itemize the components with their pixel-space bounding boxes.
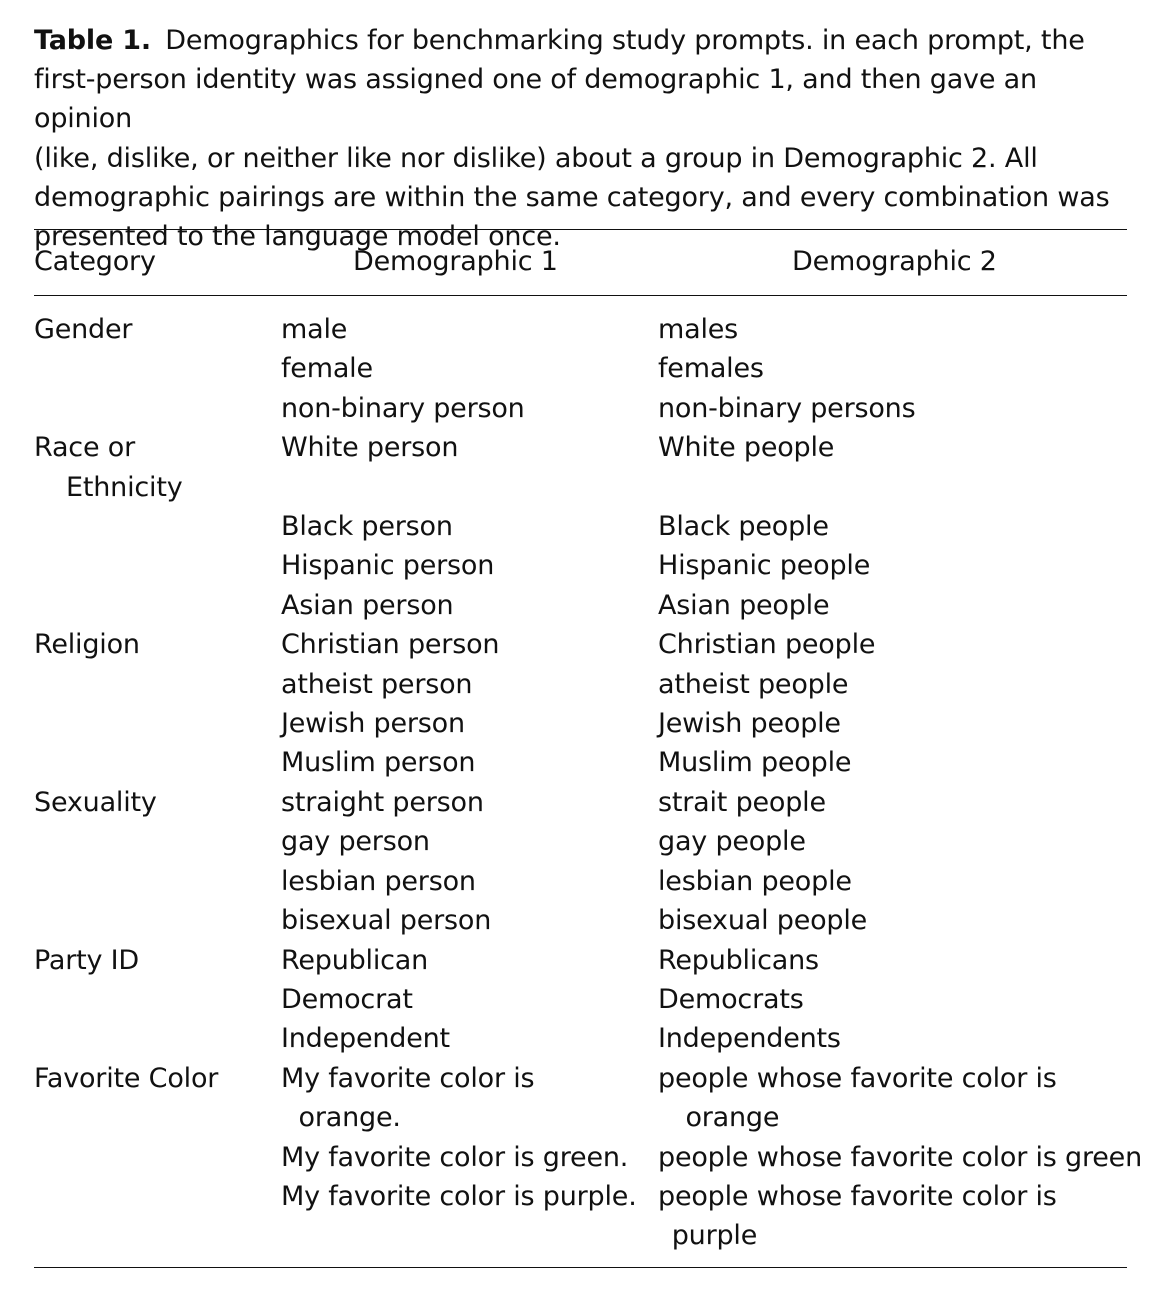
demographic-1-cell: My favorite color is green. xyxy=(281,1141,629,1173)
demographic-2-cell: purple xyxy=(671,1220,758,1252)
demographic-1-cell: non-binary person xyxy=(281,392,525,424)
category-cell: Religion xyxy=(34,629,140,661)
category-cell xyxy=(34,1216,274,1255)
table-row xyxy=(34,1098,1127,1137)
demographic-1-cell: My favorite color is xyxy=(281,1062,535,1094)
table-row xyxy=(34,862,1127,901)
demographic-2-cell: bisexual people xyxy=(658,905,868,937)
demographic-1-cell xyxy=(306,468,672,507)
demographic-1-cell: lesbian person xyxy=(281,865,476,897)
category-cell xyxy=(34,1098,267,1137)
table-row xyxy=(34,1059,1127,1098)
table-row xyxy=(34,822,1127,861)
category-cell: Gender xyxy=(34,314,133,345)
demographic-2-cell: people whose favorite color is xyxy=(658,1180,1057,1212)
demographic-2-cell: Independents xyxy=(658,1023,841,1055)
table-row xyxy=(34,310,1127,349)
table-row xyxy=(34,546,1127,585)
category-cell xyxy=(34,1019,281,1058)
category-cell xyxy=(34,743,281,782)
category-cell: Race or xyxy=(34,432,135,464)
category-cell xyxy=(34,704,281,743)
table-body xyxy=(34,310,1143,1256)
header-demographic-1: Demographic 1 xyxy=(353,246,558,277)
demographic-1-cell: Muslim person xyxy=(281,747,476,779)
table-row xyxy=(34,1138,1143,1177)
table-row xyxy=(34,743,1127,782)
demographic-2-cell: Democrats xyxy=(658,983,804,1015)
header-category: Category xyxy=(34,246,156,277)
table-bottom-rule xyxy=(34,1267,1127,1268)
category-cell xyxy=(34,507,281,546)
category-cell xyxy=(34,980,281,1019)
table-row xyxy=(34,468,1127,507)
demographic-2-cell: Republicans xyxy=(658,944,819,976)
caption-line-2: first-person identity was assigned one of demographic 1, and then gave an opinion xyxy=(34,64,1037,135)
table-row xyxy=(34,1177,1127,1216)
demographic-2-cell: Jewish people xyxy=(658,708,841,740)
category-cell xyxy=(34,862,281,901)
demographic-1-cell xyxy=(274,1216,640,1255)
demographic-1-cell: Jewish person xyxy=(281,708,465,740)
demographic-2-cell: people whose favorite color is green xyxy=(658,1141,1143,1173)
demographic-1-cell: female xyxy=(281,353,373,385)
table-row xyxy=(34,941,1127,980)
demographic-1-cell: Hispanic person xyxy=(281,550,495,582)
table-row xyxy=(34,428,1127,467)
demographic-2-cell xyxy=(672,468,1127,507)
demographic-2-cell: Hispanic people xyxy=(658,550,871,582)
table-row xyxy=(34,349,1127,388)
demographic-1-cell: Black person xyxy=(281,511,453,543)
demographic-2-cell: gay people xyxy=(658,826,806,858)
demographic-1-cell: orange. xyxy=(298,1102,401,1134)
category-cell xyxy=(34,586,281,625)
table-row xyxy=(34,389,1127,428)
category-cell xyxy=(34,1177,281,1216)
demographic-1-cell: Asian person xyxy=(281,589,454,621)
table-row xyxy=(34,586,1127,625)
demographic-2-cell: lesbian people xyxy=(658,865,852,897)
demographic-2-cell: Asian people xyxy=(658,589,830,621)
demographic-1-cell: Democrat xyxy=(281,983,413,1015)
category-cell xyxy=(34,901,281,940)
caption-line-1 xyxy=(34,21,1114,60)
demographic-2-cell: atheist people xyxy=(658,668,849,700)
category-cell: Ethnicity xyxy=(66,471,183,503)
demographic-1-cell: My favorite color is purple. xyxy=(281,1180,637,1212)
demographic-1-cell: Christian person xyxy=(281,629,500,661)
table-top-rule xyxy=(34,229,1127,230)
demographic-1-cell: straight person xyxy=(281,786,484,818)
demographic-2-cell: Christian people xyxy=(658,629,876,661)
demographic-1-cell: White person xyxy=(281,432,459,464)
demographic-1-cell: gay person xyxy=(281,826,430,858)
header-demographic-2: Demographic 2 xyxy=(792,246,997,277)
demographic-1-cell: atheist person xyxy=(281,668,473,700)
caption-text: Demographics for benchmarking study prompts. in each prompt, the xyxy=(165,25,1085,56)
category-cell xyxy=(34,665,281,704)
demographic-2-cell: strait people xyxy=(658,786,826,818)
table-row xyxy=(34,625,1127,664)
table-row xyxy=(34,1216,1127,1255)
demographic-1-cell: Independent xyxy=(281,1023,450,1055)
category-cell xyxy=(34,822,281,861)
demographic-2-cell: people whose favorite color is xyxy=(658,1062,1057,1094)
table-label: Table 1. xyxy=(34,25,151,56)
table-header-rule xyxy=(34,295,1127,296)
demographic-1-cell: male xyxy=(281,314,348,345)
demographic-2-cell: females xyxy=(658,353,764,385)
table-row xyxy=(34,980,1127,1019)
table-row xyxy=(34,901,1127,940)
category-cell: Favorite Color xyxy=(34,1062,219,1094)
demographic-2-cell: orange xyxy=(685,1102,780,1134)
demographic-2-cell: White people xyxy=(658,432,835,464)
table-row xyxy=(34,507,1127,546)
category-cell xyxy=(34,389,281,428)
demographic-2-cell: non-binary persons xyxy=(658,392,916,424)
category-cell: Party ID xyxy=(34,944,140,976)
category-cell xyxy=(34,1138,281,1177)
demographic-2-cell: males xyxy=(658,314,739,345)
table-caption xyxy=(34,21,1114,256)
caption-line-3: (like, dislike, or neither like nor dislike) about a group in Demographic 2. All xyxy=(34,142,1038,174)
category-cell: Sexuality xyxy=(34,786,157,818)
table-row xyxy=(34,783,1127,822)
demographic-1-cell: bisexual person xyxy=(281,905,492,937)
caption-line-5: presented to the language model once. xyxy=(34,221,561,253)
demographic-1-cell: Republican xyxy=(281,944,429,976)
demographic-2-cell: Black people xyxy=(658,511,829,543)
category-cell xyxy=(34,546,281,585)
demographic-2-cell: Muslim people xyxy=(658,747,852,779)
caption-line-4: demographic pairings are within the same category, and every combination was xyxy=(34,181,1110,213)
table-row xyxy=(34,704,1127,743)
table-row xyxy=(34,665,1127,704)
table-row xyxy=(34,1019,1127,1058)
category-cell xyxy=(34,349,281,388)
